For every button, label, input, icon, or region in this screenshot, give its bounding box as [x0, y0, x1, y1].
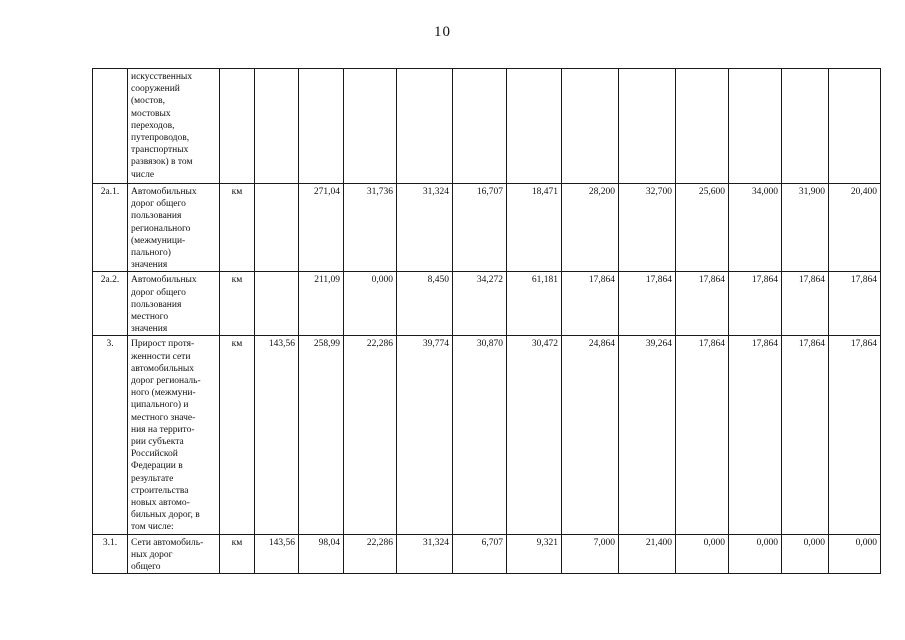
value-cell: 0,000	[676, 534, 729, 574]
table-row	[93, 184, 881, 272]
value-cell: 28,200	[562, 184, 619, 272]
value-cell: 211,09	[299, 272, 344, 336]
value-cell: 17,864	[782, 272, 829, 336]
unit-cell: км	[220, 184, 255, 272]
value-cell: 7,000	[562, 534, 619, 574]
value-cell: 31,900	[782, 184, 829, 272]
value-cell: 31,324	[397, 184, 453, 272]
value-cell	[676, 69, 729, 184]
value-cell: 17,864	[829, 336, 881, 534]
indicator-name-cell: искусственных сооружений (мостов, мостовых переходов, путепроводов, транспортных развязок) в том числе	[128, 69, 220, 184]
value-cell: 17,864	[676, 272, 729, 336]
row-number-cell: 3.	[93, 336, 128, 534]
row-number-cell	[93, 69, 128, 184]
value-cell	[453, 69, 507, 184]
row-number-cell: 3.1.	[93, 534, 128, 574]
indicator-name-cell: Автомобильных дорог общего пользования регионального (межмуници- пального) значения	[128, 184, 220, 272]
value-cell	[507, 69, 562, 184]
unit-cell: км	[220, 534, 255, 574]
value-cell: 258,99	[299, 336, 344, 534]
value-cell: 22,286	[344, 336, 397, 534]
value-cell: 25,600	[676, 184, 729, 272]
value-cell: 17,864	[729, 272, 782, 336]
value-cell: 16,707	[453, 184, 507, 272]
row-number-cell: 2а.1.	[93, 184, 128, 272]
data-table	[92, 68, 881, 574]
value-cell: 31,736	[344, 184, 397, 272]
value-cell	[255, 69, 299, 184]
value-cell	[619, 69, 676, 184]
value-cell	[729, 69, 782, 184]
value-cell: 0,000	[829, 534, 881, 574]
row-number-cell: 2а.2.	[93, 272, 128, 336]
value-cell: 17,864	[676, 336, 729, 534]
table-row	[93, 69, 881, 184]
value-cell: 143,56	[255, 336, 299, 534]
unit-cell: км	[220, 272, 255, 336]
value-cell: 32,700	[619, 184, 676, 272]
value-cell: 30,870	[453, 336, 507, 534]
value-cell: 17,864	[729, 336, 782, 534]
value-cell	[344, 69, 397, 184]
indicator-name-cell: Сети автомобиль- ных дорог общего	[128, 534, 220, 574]
table-body	[93, 69, 881, 574]
value-cell: 98,04	[299, 534, 344, 574]
value-cell: 6,707	[453, 534, 507, 574]
value-cell: 21,400	[619, 534, 676, 574]
value-cell: 61,181	[507, 272, 562, 336]
value-cell: 20,400	[829, 184, 881, 272]
value-cell: 143,56	[255, 534, 299, 574]
value-cell: 8,450	[397, 272, 453, 336]
value-cell	[255, 272, 299, 336]
value-cell: 39,264	[619, 336, 676, 534]
value-cell: 39,774	[397, 336, 453, 534]
value-cell: 17,864	[562, 272, 619, 336]
value-cell: 0,000	[729, 534, 782, 574]
value-cell: 271,04	[299, 184, 344, 272]
value-cell: 17,864	[782, 336, 829, 534]
unit-cell: км	[220, 336, 255, 534]
value-cell: 22,286	[344, 534, 397, 574]
value-cell: 0,000	[344, 272, 397, 336]
value-cell: 30,472	[507, 336, 562, 534]
value-cell	[782, 69, 829, 184]
value-cell: 0,000	[782, 534, 829, 574]
page-number: 10	[434, 24, 451, 40]
value-cell: 24,864	[562, 336, 619, 534]
value-cell: 17,864	[829, 272, 881, 336]
table-row	[93, 272, 881, 336]
value-cell: 18,471	[507, 184, 562, 272]
value-cell: 17,864	[619, 272, 676, 336]
value-cell	[299, 69, 344, 184]
table-row	[93, 336, 881, 534]
value-cell	[562, 69, 619, 184]
indicator-name-cell: Автомобильных дорог общего пользования местного значения	[128, 272, 220, 336]
value-cell: 34,272	[453, 272, 507, 336]
value-cell	[255, 184, 299, 272]
unit-cell	[220, 69, 255, 184]
value-cell: 31,324	[397, 534, 453, 574]
value-cell: 9,321	[507, 534, 562, 574]
table-row	[93, 534, 881, 574]
value-cell	[829, 69, 881, 184]
value-cell: 34,000	[729, 184, 782, 272]
value-cell	[397, 69, 453, 184]
indicator-name-cell: Прирост протя- женности сети автомобильных дорог региональ- ного (межмуни- ципального) и местного значе- ния на террито- рии субъекта Российской Федерации в результате строительства новых автомо- бильных дорог, в том числе:	[128, 336, 220, 534]
